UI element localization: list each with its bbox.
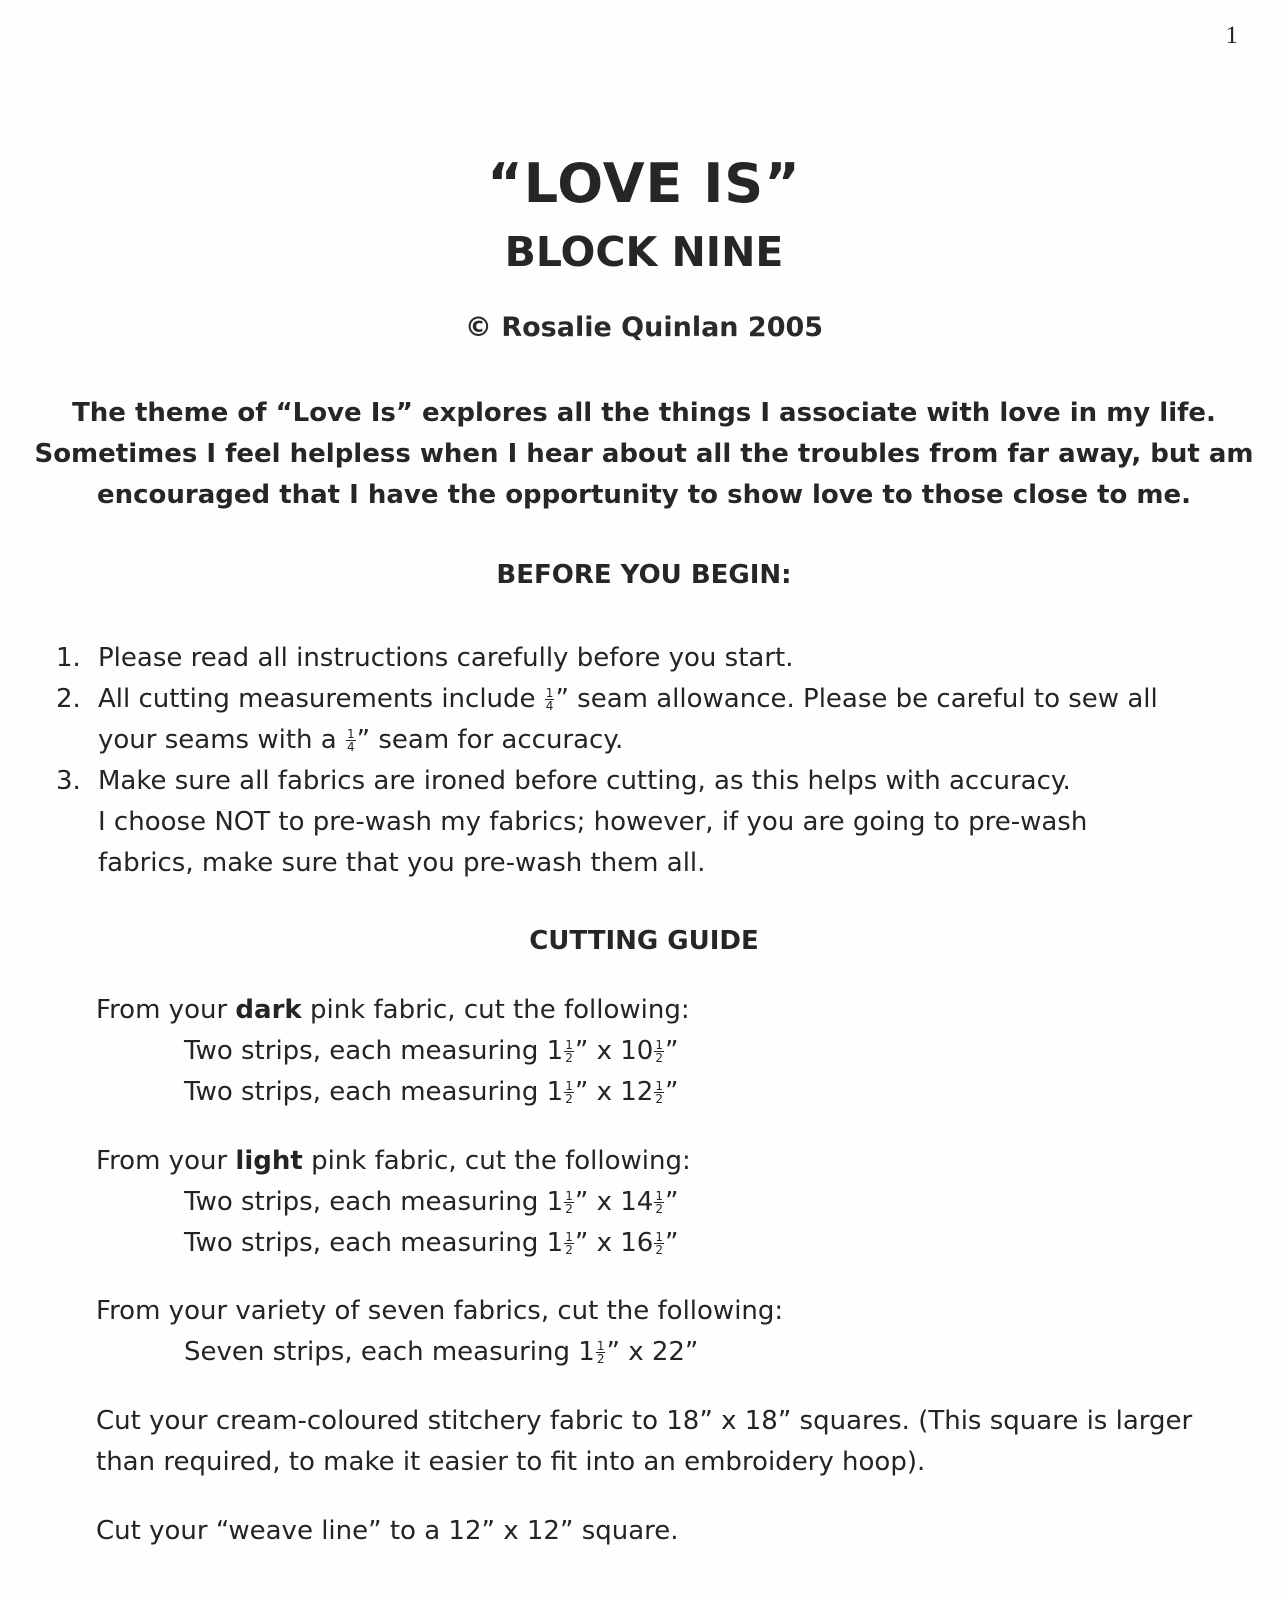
strip-line: Two strips, each measuring 1 $\frac{1}{2}$ ” x 16 $\frac{1}{2}$ ” xyxy=(184,1228,679,1258)
instruction-text: fabrics, make sure that you pre-wash them all. xyxy=(98,848,706,878)
page-title: “LOVE IS” xyxy=(487,152,801,215)
stitchery-line: Cut your cream-coloured stitchery fabric to 18” x 18” squares. (This square is larger xyxy=(96,1406,1193,1436)
before-you-begin-heading: BEFORE YOU BEGIN: xyxy=(496,560,792,590)
intro-line: Sometimes I feel helpless when I hear about all the troubles from far away, but am xyxy=(34,439,1254,469)
dark-fabric-group xyxy=(96,990,690,1113)
group-header: From your dark pink fabric, cut the following: xyxy=(96,995,690,1025)
strip-line: Two strips, each measuring 1 $\frac{1}{2}$ ” x 10 $\frac{1}{2}$ ” xyxy=(184,1036,679,1066)
variety-fabric-group xyxy=(96,1291,783,1373)
instructions-list xyxy=(56,638,1256,884)
instruction-item xyxy=(56,679,1256,761)
instruction-text: All cutting measurements include $\frac{1}{4}$ ” seam allowance. Please be careful to sew all xyxy=(98,684,1158,714)
instruction-number: 2. xyxy=(56,684,81,714)
intro-line: encouraged that I have the opportunity to show love to those close to me. xyxy=(96,480,1192,510)
copyright-notice: © Rosalie Quinlan 2005 xyxy=(464,312,824,343)
group-header: From your variety of seven fabrics, cut the following: xyxy=(96,1296,784,1326)
light-fabric-group xyxy=(96,1141,691,1264)
intro-line: The theme of “Love Is” explores all the things I associate with love in my life. xyxy=(72,398,1216,428)
strip-line: Seven strips, each measuring 1 $\frac{1}{2}$ ” x 22” xyxy=(184,1337,699,1367)
strip-line: Two strips, each measuring 1 $\frac{1}{2}$ ” x 14 $\frac{1}{2}$ ” xyxy=(184,1187,679,1217)
instruction-text: I choose NOT to pre-wash my fabrics; however, if you are going to pre-wash xyxy=(98,807,1088,837)
quarter-fraction: $\frac{1}{4}$ xyxy=(545,686,554,713)
quarter-fraction: $\frac{1}{4}$ xyxy=(346,727,355,754)
stitchery-instruction xyxy=(96,1401,1192,1483)
instruction-text: your seams with a $\frac{1}{4}$ ” seam for accuracy. xyxy=(98,725,624,755)
intro-paragraph xyxy=(20,393,1268,516)
weave-line-instruction: Cut your “weave line” to a 12” x 12” square. xyxy=(96,1516,679,1546)
stitchery-line: than required, to make it easier to fit into an embroidery hoop). xyxy=(96,1447,926,1477)
strip-line: Two strips, each measuring 1 $\frac{1}{2}$ ” x 12 $\frac{1}{2}$ ” xyxy=(184,1077,679,1107)
instruction-text: Make sure all fabrics are ironed before cutting, as this helps with accuracy. xyxy=(98,766,1071,796)
instruction-number: 1. xyxy=(56,643,81,673)
page-number: 1 xyxy=(1225,22,1238,49)
group-header: From your light pink fabric, cut the following: xyxy=(96,1146,691,1176)
instruction-item xyxy=(56,761,1256,884)
cutting-guide-heading: CUTTING GUIDE xyxy=(529,926,759,956)
instruction-item xyxy=(56,638,1256,679)
instruction-text: Please read all instructions carefully before you start. xyxy=(98,643,794,673)
page-subtitle: BLOCK NINE xyxy=(504,228,784,276)
instruction-number: 3. xyxy=(56,766,81,796)
